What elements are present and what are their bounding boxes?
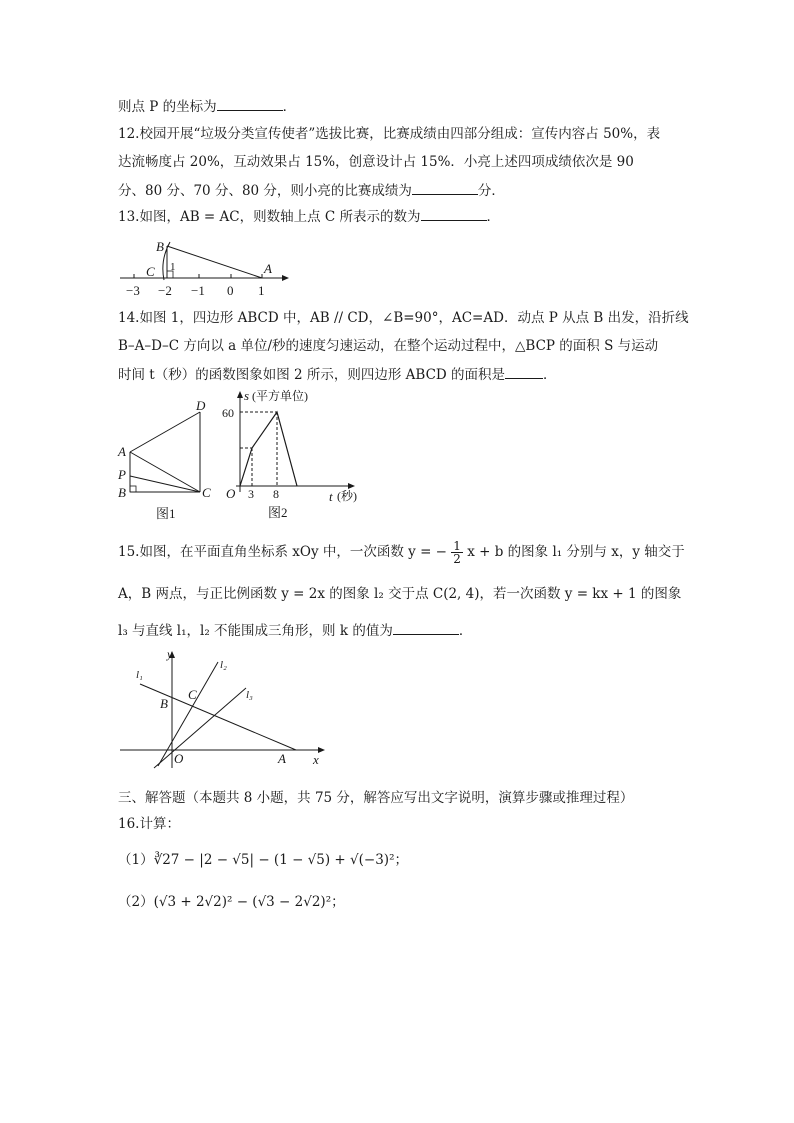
- label-a: A: [278, 751, 286, 766]
- answer-blank-q15: [393, 620, 459, 635]
- q16-part2-expression: (√3 + 2√2)² − (√3 − 2√2)²；: [153, 894, 345, 910]
- t-axis-label: t: [329, 489, 333, 504]
- q11-tail: [118, 96, 296, 117]
- fraction-numerator: 1: [453, 539, 461, 553]
- q14-line3-text: 时间 t（秒）的函数图象如图 2 所示，则四边形 ABCD 的面积是: [118, 367, 506, 383]
- q14-line3: [118, 364, 557, 385]
- label-c: C: [146, 264, 155, 279]
- figure-caption-2: 图2: [268, 505, 288, 520]
- tick-label-neg3: −3: [126, 283, 140, 298]
- figure-caption-1: 图1: [156, 506, 176, 521]
- x-axis-arrow-icon: [318, 747, 325, 753]
- q15-line3-end: ．: [458, 623, 473, 639]
- q12-line3-text: 分、80 分、70 分、80 分，则小亮的比赛成绩为: [118, 183, 412, 199]
- q12-line2: 达流畅度占 20%，互动效果占 15%，创意设计占 15%．小亮上述四项成绩依次是 90: [118, 154, 634, 170]
- label-c: C: [202, 485, 211, 500]
- q15-coordinate-figure: [112, 648, 332, 772]
- tick-label-0: 0: [227, 283, 234, 298]
- label-c: C: [188, 687, 197, 702]
- answer-blank-q11: [217, 96, 283, 111]
- label-l3: l₃: [246, 689, 253, 701]
- label-b: B: [156, 239, 164, 254]
- label-b: B: [118, 485, 126, 500]
- answer-blank-q14: [505, 364, 543, 379]
- q16-part1-label: （1）: [118, 852, 154, 868]
- diagonal-ac: [130, 452, 200, 492]
- q13-end: ．: [486, 209, 501, 225]
- label-l2: l₂: [220, 659, 227, 671]
- origin-label: O: [226, 486, 236, 501]
- fraction-half: [451, 540, 463, 565]
- label-l1: l₁: [136, 669, 143, 681]
- section-3-title: 三、解答题（本题共 8 小题，共 75 分，解答应写出文字说明，演算步骤或推理过程）: [118, 790, 634, 806]
- tick-label-8: 8: [273, 487, 279, 501]
- s-axis-unit: (平方单位): [252, 389, 308, 403]
- tick-label-neg1: −1: [191, 283, 205, 298]
- q13-number-line-figure: [112, 232, 292, 302]
- q16-part2: [118, 892, 345, 912]
- tick-label-60: 60: [222, 406, 234, 420]
- q16-part1: [118, 850, 408, 870]
- answer-blank-q12: [412, 180, 478, 195]
- s-axis-label: s: [244, 388, 250, 403]
- q13-text: 13.如图，AB = AC，则数轴上点 C 所表示的数为: [118, 209, 421, 225]
- q16-part2-label: （2）: [118, 894, 154, 910]
- label-b: B: [160, 696, 168, 711]
- tick-label-1: 1: [258, 283, 265, 298]
- origin-label: O: [174, 751, 184, 766]
- q15-line2: A，B 两点，与正比例函数 y = 2x 的图象 l₂ 交于点 C(2, 4)，若一次函数 y = kx + 1 的图象: [118, 586, 682, 602]
- line-l1: [140, 684, 296, 750]
- q16-title: 16.计算：: [118, 816, 180, 832]
- q15-line1: [118, 540, 685, 565]
- q14-line3-end: ．: [543, 367, 557, 383]
- q16-part1-expression: ∛27 − |2 − √5| − (1 − √5) + √(−3)²；: [153, 852, 408, 868]
- q15-line1a: 15.如图，在平面直角坐标系 xOy 中，一次函数 y = −: [118, 544, 447, 560]
- q12-line3: [118, 180, 505, 201]
- tick-label-neg2: −2: [158, 283, 172, 298]
- segment-pc: [130, 476, 200, 492]
- q15-line3-text: l₃ 与直线 l₁，l₂ 不能围成三角形，则 k 的值为: [118, 623, 393, 639]
- side-ad: [130, 412, 200, 452]
- q12-line1: 12.校园开展“垃圾分类宣传使者”选拔比赛，比赛成绩由四部分组成：宣传内容占 50%，表: [118, 126, 661, 142]
- answer-blank-q13: [421, 206, 487, 221]
- label-d: D: [196, 398, 206, 413]
- q15-line3: [118, 620, 472, 641]
- number-line-arrow-icon: [282, 275, 289, 281]
- tick-label-3: 3: [248, 487, 254, 501]
- s-axis-arrow-icon: [237, 391, 243, 398]
- function-graph: [240, 412, 297, 486]
- q11-text: 则点 P 的坐标为: [118, 99, 217, 115]
- q13-question: [118, 206, 500, 227]
- q11-end: ．: [282, 99, 297, 115]
- q12-line3-end: 分．: [477, 183, 505, 199]
- q14-figure-2: [222, 388, 372, 524]
- y-axis-label: y: [167, 648, 173, 661]
- q14-figure-1: [112, 392, 222, 524]
- label-a: A: [118, 444, 126, 459]
- label-one: 1: [170, 261, 176, 273]
- q15-line1b: x + b 的图象 l₁ 分别与 x，y 轴交于: [467, 544, 685, 560]
- right-angle-mark: [130, 486, 136, 492]
- label-p: P: [118, 467, 126, 482]
- fraction-denominator: 2: [453, 552, 461, 566]
- x-axis-label: x: [313, 752, 319, 767]
- q14-line1: 14.如图 1，四边形 ABCD 中，AB // CD，∠B=90°，AC=AD．动点 P 从点 B 出发，沿折线: [118, 310, 689, 326]
- segment-ab: [167, 246, 262, 278]
- q14-line2: B–A–D–C 方向以 a 单位/秒的速度匀速运动，在整个运动过程中，△BCP 的面积 S 与运动: [118, 338, 659, 354]
- label-a: A: [264, 261, 272, 276]
- t-axis-unit: (秒): [337, 489, 357, 503]
